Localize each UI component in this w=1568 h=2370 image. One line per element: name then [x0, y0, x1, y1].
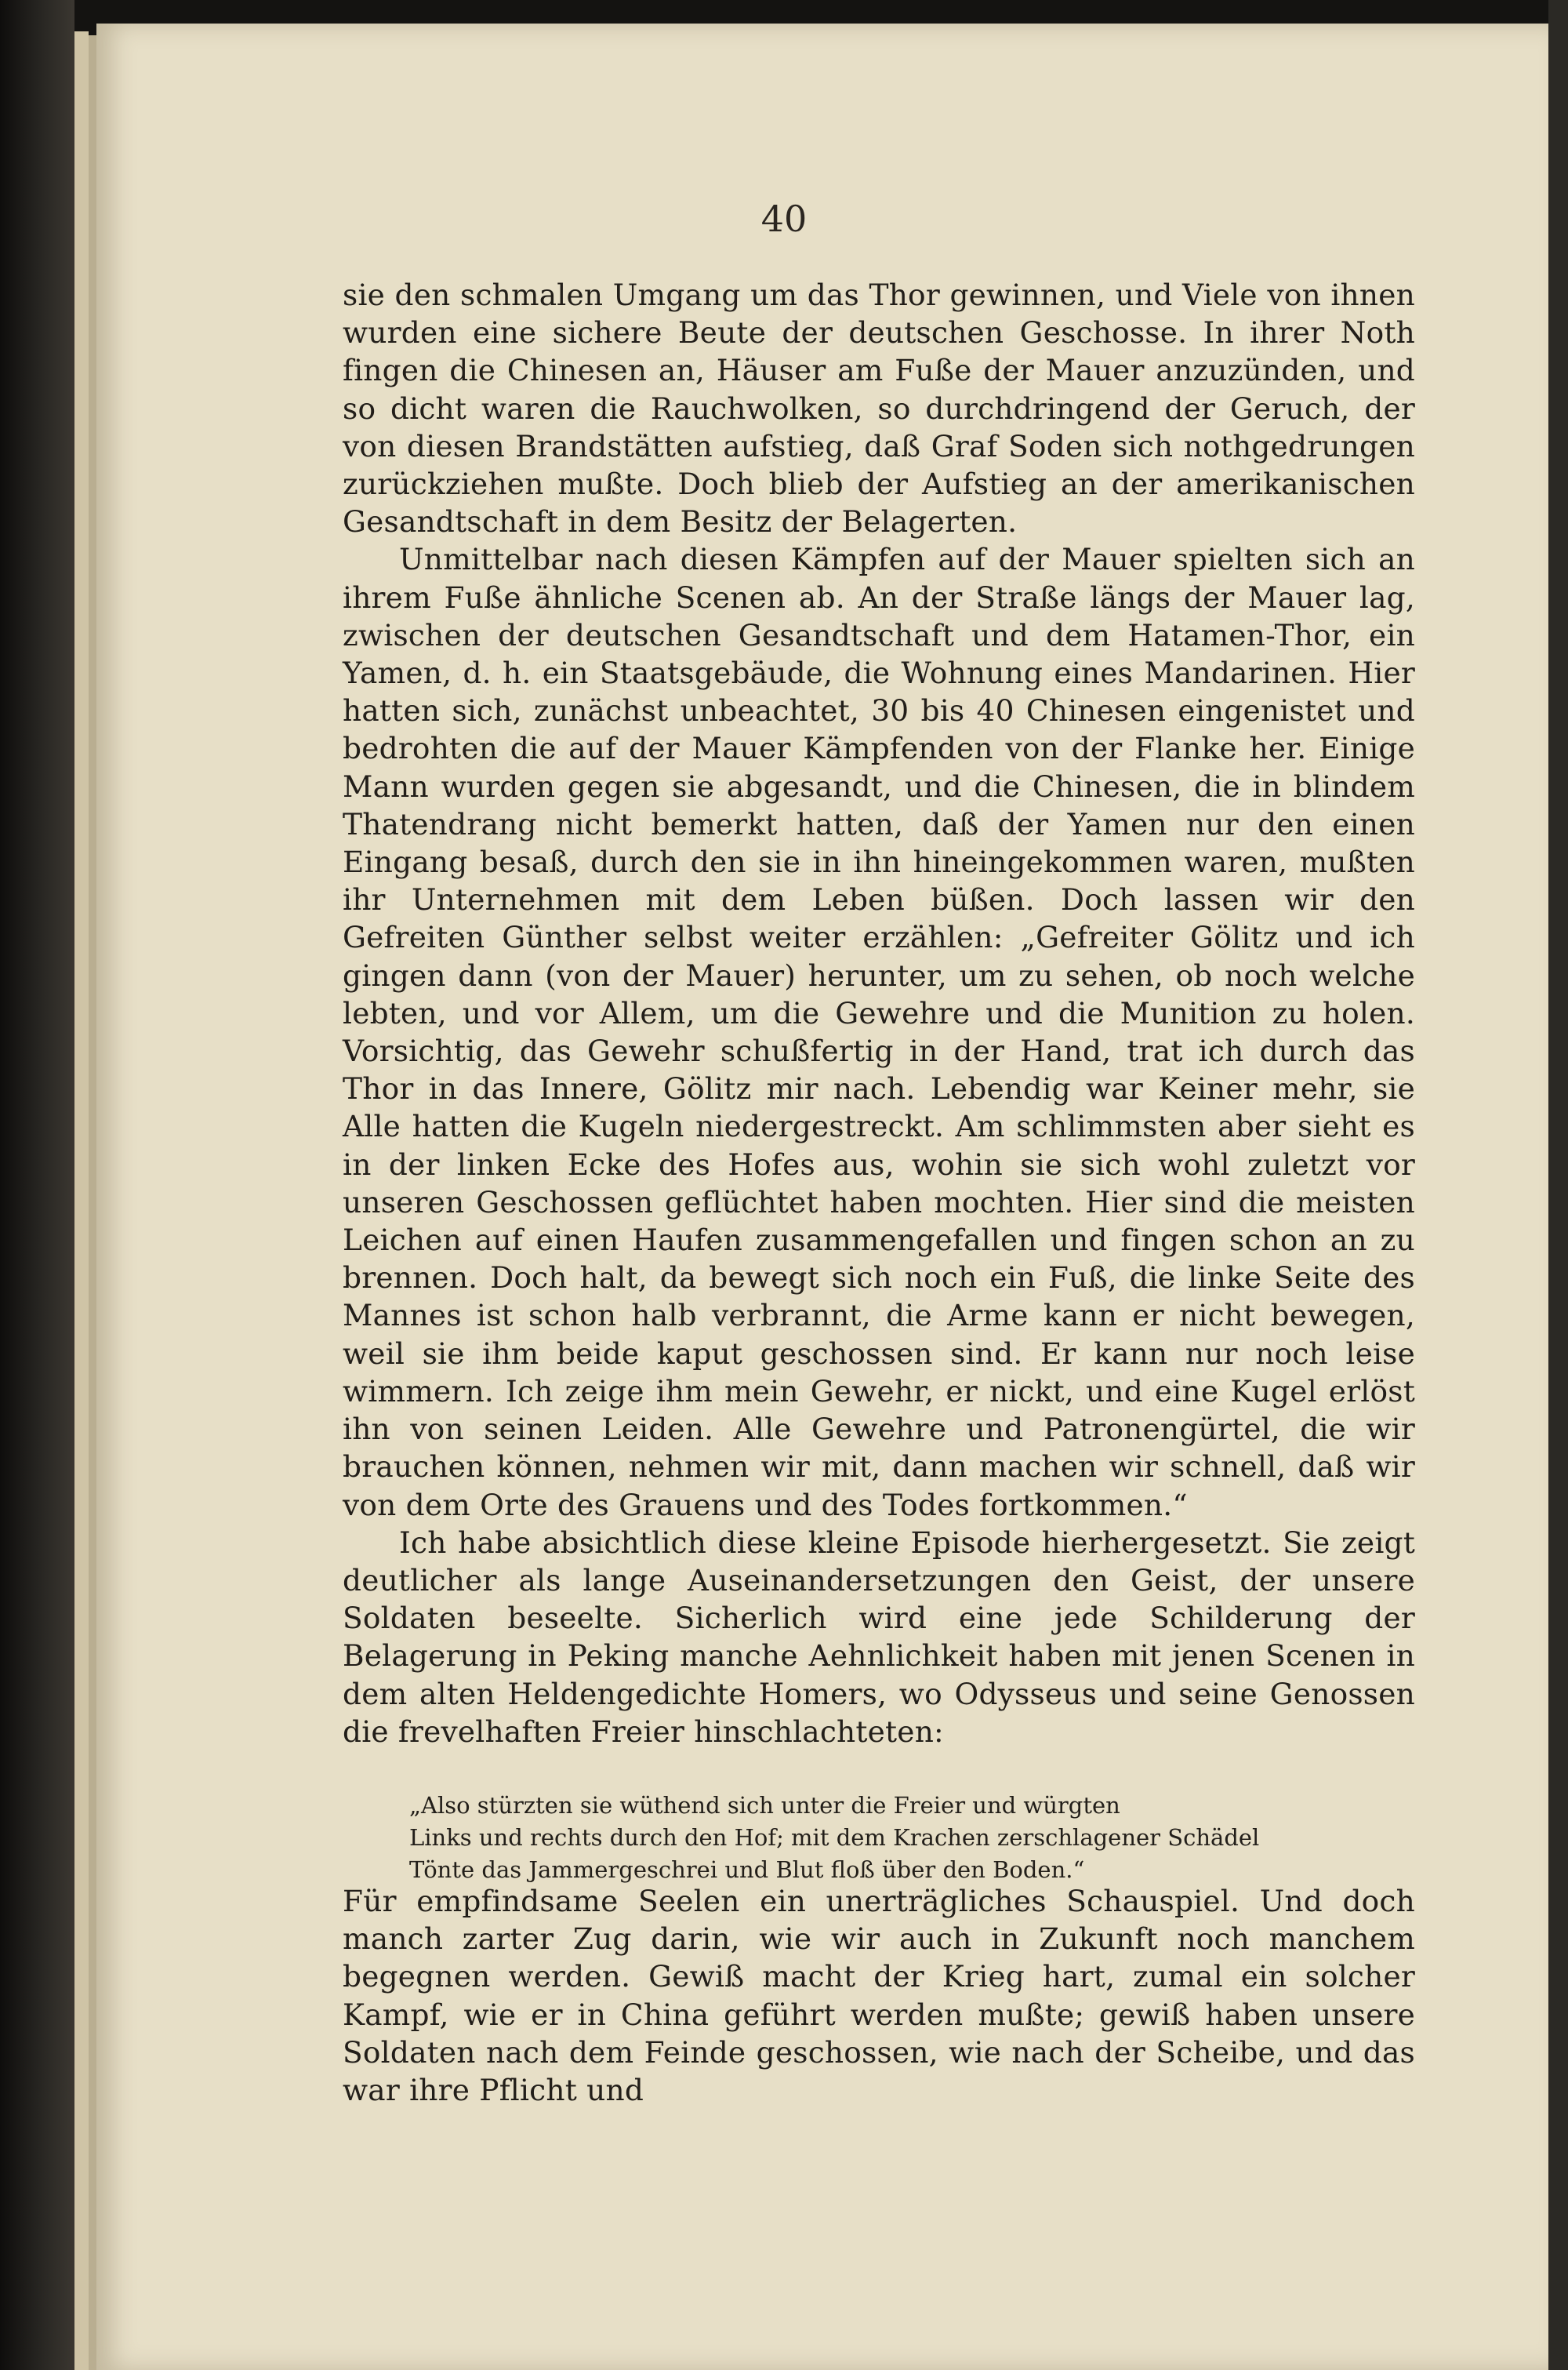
verse-line: „Also stürzten sie wüthend sich unter die Freier und würgten — [409, 1792, 1120, 1819]
main-text — [343, 276, 1415, 1750]
verse-line: Tönte das Jammergeschrei und Blut floß über den Boden.“ — [409, 1856, 1085, 1883]
paragraph-2: Unmittelbar nach diesen Kämpfen auf der Mauer spielten sich an ihrem Fuße ähnliche Scenen ab. An der Straße längs der Mauer lag, zwischen der deutschen Gesandtschaft und dem Hatamen-Thor, ein Yamen, d. h. ein Staatsgebäude, die Wohnung eines Mandarinen. Hier hatten sich, zunächst unbeachtet, 30 bis 40 Chinesen eingenistet und bedrohten die auf der Mauer Kämpfenden von der Flanke her. Einige Mann wurden gegen sie abgesandt, und die Chinesen, die in blindem Thatendrang nicht bemerkt hatten, daß der Yamen nur den einen Eingang besaß, durch den sie in ihn hineingekommen waren, mußten ihr Unternehmen mit dem Leben büßen. Doch lassen wir den Gefreiten Günther selbst weiter erzählen: „Gefreiter Gölitz und ich gingen dann (von der Mauer) herunter, um zu sehen, ob noch welche lebten, und vor Allem, um die Gewehre und die Munition zu holen. Vorsichtig, das Gewehr schußfertig in der Hand, trat ich durch das Thor in das Innere, Gölitz mir nach. Lebendig war Keiner mehr, sie Alle hatten die Kugeln niedergestreckt. Am schlimmsten aber sieht es in der linken Ecke des Hofes aus, wohin sie sich wohl zuletzt vor unseren Geschossen geflüchtet haben mochten. Hier sind die meisten Leichen auf einen Haufen zusammengefallen und fingen schon an zu brennen. Doch halt, da bewegt sich noch ein Fuß, die linke Seite des Mannes ist schon halb verbrannt, die Arme kann er nicht bewegen, weil sie ihm beide kaput geschossen sind. Er kann nur noch leise wimmern. Ich zeige ihm mein Gewehr, er nickt, und eine Kugel erlöst ihn von seinen Leiden. Alle Gewehre und Patronengürtel, die wir brauchen können, nehmen wir mit, dann machen wir schnell, daß wir von dem Orte des Grauens und des Todes fortkommen.“ — [343, 542, 1415, 1522]
page-number: 40 — [760, 198, 808, 240]
closing-text — [343, 1882, 1415, 2109]
book-binding — [0, 0, 74, 2370]
paragraph-3: Ich habe absichtlich diese kleine Episode hierhergesetzt. Sie zeigt deutlicher als lange Auseinandersetzungen den Geist, der unsere Soldaten beseelte. Sicherlich wird eine jede Schilderung der Belagerung in Peking manche Aehnlichkeit haben mit jenen Scenen in dem alten Heldengedichte Homers, wo Odysseus und seine Genossen die frevelhaften Freier hinschlachteten: — [343, 1525, 1415, 1749]
paragraph-1: sie den schmalen Umgang um das Thor gewinnen, und Viele von ihnen wurden eine sichere Beute der deutschen Geschosse. In ihrer Noth fingen die Chinesen an, Häuser am Fuße der Mauer anzuzünden, und so dicht waren die Rauchwolken, so durchdringend der Geruch, der von diesen Brandstätten aufstieg, daß Graf Soden sich nothgedrungen zurückziehen mußte. Doch blieb der Aufstieg an der amerikanischen Gesandtschaft in dem Besitz der Belagerten. — [343, 278, 1415, 540]
verse-quote — [409, 1790, 1413, 1886]
paragraph-4: Für empfindsame Seelen ein unerträgliches Schauspiel. Und doch manch zarter Zug darin, wie wir auch in Zukunft noch manchem begegnen werden. Gewiß macht der Krieg hart, zumal ein solcher Kampf, wie er in China geführt werden mußte; gewiß haben unsere Soldaten nach dem Feinde geschossen, wie nach der Scheibe, und das war ihre Pflicht und — [343, 1884, 1415, 2108]
verse-line: Links und rechts durch den Hof; mit dem Krachen zerschlagener Schädel — [409, 1824, 1260, 1851]
page-edge — [89, 35, 96, 2370]
page-edge — [74, 31, 89, 2370]
scan-border — [1548, 0, 1568, 2370]
